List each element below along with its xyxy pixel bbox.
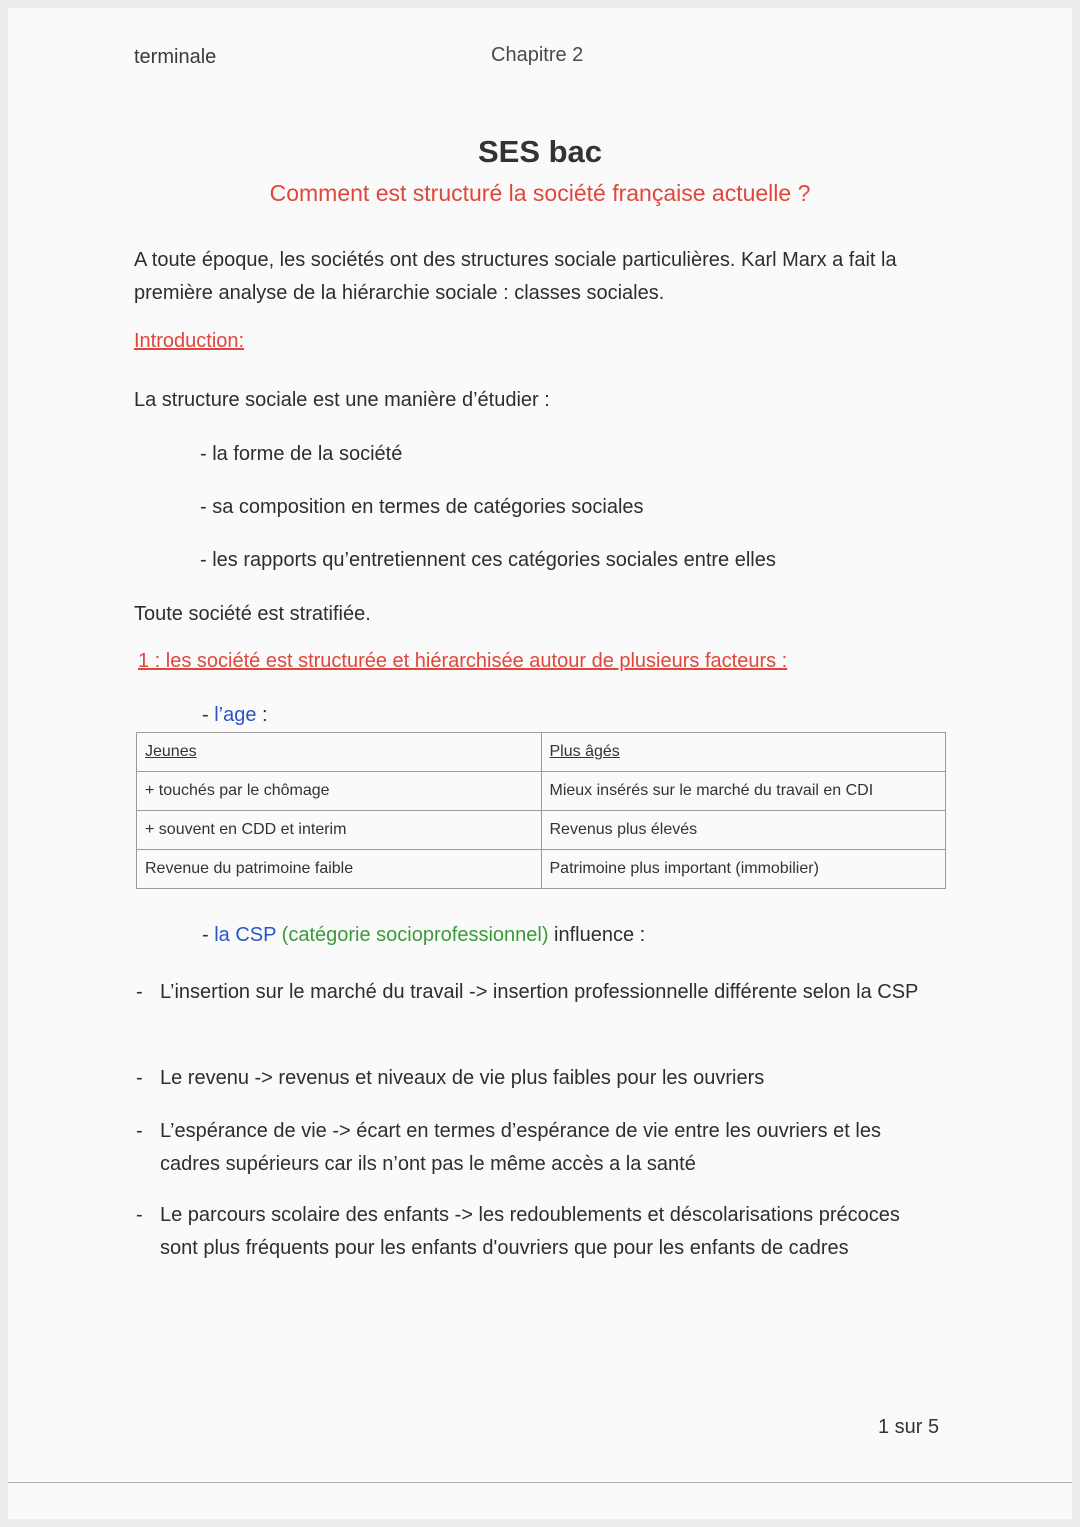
table-row [137, 772, 946, 811]
bullet-dash: - [136, 1204, 143, 1226]
list-item [136, 976, 936, 1009]
table-cell: Mieux insérés sur le marché du travail en CDI [541, 772, 946, 811]
list-item-text: Le parcours scolaire des enfants -> les redoublements et déscolarisations précoces sont plus fréquents pour les enfants d'ouvriers que pour les enfants de cadres [160, 1204, 900, 1259]
introduction-item: - les rapports qu’entretiennent ces catégories sociales entre elles [200, 549, 776, 571]
intro-paragraph: A toute époque, les sociétés ont des structures sociale particulières. Karl Marx a fait la première analyse de la hiérarchie sociale : classes sociales. [134, 249, 897, 304]
introduction-item: - la forme de la société [200, 443, 403, 465]
section-1-heading: 1 : les société est structurée et hiérarchisée autour de plusieurs facteurs : [138, 650, 788, 672]
table-cell: Revenus plus élevés [541, 811, 946, 850]
table-header-row [137, 733, 946, 772]
age-comparison-table [136, 732, 946, 889]
introduction-item: - sa composition en termes de catégories sociales [200, 496, 644, 518]
table-cell: Patrimoine plus important (immobilier) [541, 850, 946, 889]
age-prefix: - [202, 704, 215, 726]
table-cell: + souvent en CDD et interim [137, 811, 542, 850]
csp-suffix: influence : [548, 924, 646, 946]
table-row [137, 811, 946, 850]
introduction-heading: Introduction: [134, 330, 245, 352]
table-header-cell: Jeunes [137, 733, 542, 772]
header-level: terminale [134, 46, 217, 68]
list-item [136, 1199, 936, 1265]
footer-divider [8, 1482, 1072, 1483]
table-cell: + touchés par le chômage [137, 772, 542, 811]
page-title: SES bac [477, 134, 603, 169]
bullet-dash: - [136, 1067, 143, 1089]
list-item-text: L’espérance de vie -> écart en termes d’espérance de vie entre les ouvriers et les cadres supérieurs car ils n’ont pas le même accès a la santé [160, 1120, 881, 1175]
age-suffix: : [256, 704, 268, 726]
page-number: 1 sur 5 [878, 1416, 940, 1438]
introduction-lead: La structure sociale est une manière d’étudier : [134, 389, 550, 411]
table-cell: Revenue du patrimoine faible [137, 850, 542, 889]
introduction-conclusion: Toute société est stratifiée. [134, 603, 371, 625]
list-item [136, 1115, 936, 1181]
age-subheading [202, 704, 268, 727]
csp-label: la CSP [214, 924, 277, 946]
age-label: l’age [214, 704, 257, 726]
header-chapter: Chapitre 2 [491, 44, 584, 66]
list-item [136, 1062, 936, 1095]
list-item-text: L’insertion sur le marché du travail -> insertion professionnelle différente selon la CSP [160, 981, 919, 1003]
csp-prefix: - [202, 924, 215, 946]
table-header-cell: Plus âgés [541, 733, 946, 772]
list-item-text: Le revenu -> revenus et niveaux de vie plus faibles pour les ouvriers [160, 1067, 765, 1089]
csp-subheading [202, 924, 645, 947]
document-page [8, 8, 1072, 1519]
csp-definition: (catégorie socioprofessionnel) [281, 924, 549, 946]
bullet-dash: - [136, 1120, 143, 1142]
page-subtitle: Comment est structuré la société française actuelle ? [269, 180, 811, 206]
table-row [137, 850, 946, 889]
bullet-dash: - [136, 981, 143, 1003]
